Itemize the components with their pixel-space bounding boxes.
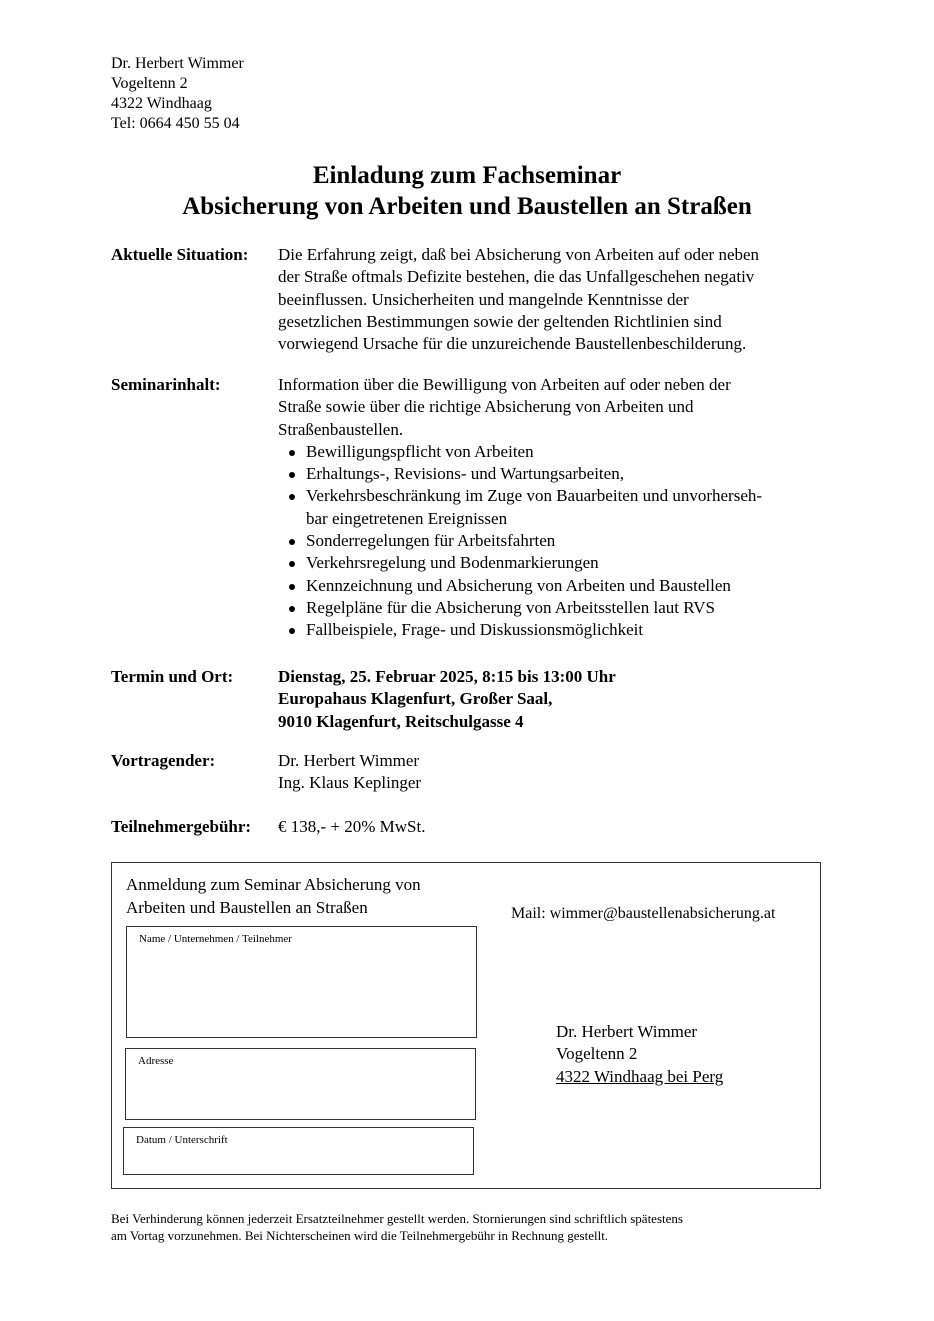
situation-line: der Straße oftmals Defizite bestehen, die das Unfallgeschehen negativ	[278, 267, 755, 287]
registration-title-line: Arbeiten und Baustellen an Straßen	[126, 897, 368, 917]
termin-venue: Europahaus Klagenfurt, Großer Saal,	[278, 689, 553, 709]
registration-title-line: Anmeldung zum Seminar Absicherung von	[126, 875, 421, 894]
sender-address	[111, 54, 244, 134]
seminar-topic-item: Bewilligungspflicht von Arbeiten	[278, 441, 823, 463]
name-field-label: Name / Unternehmen / Teilnehmer	[139, 933, 292, 945]
date-signature-field[interactable]	[123, 1127, 474, 1175]
signature-field-label: Datum / Unterschrift	[136, 1134, 228, 1146]
termin-address: 9010 Klagenfurt, Reitschulgasse 4	[278, 711, 524, 731]
seminar-topic-item: Sonderregelungen für Arbeitsfahrten	[278, 530, 823, 552]
seminar-topic-text: Verkehrsbeschränkung im Zuge von Bauarbeiten und unvorherseh-	[306, 486, 763, 506]
seminar-label: Seminarinhalt:	[111, 375, 221, 394]
speaker-name: Dr. Herbert Wimmer	[278, 751, 420, 770]
termin-label: Termin und Ort:	[111, 667, 234, 686]
registration-mail[interactable]: Mail: wimmer@baustellenabsicherung.at	[511, 905, 776, 922]
situation-line: beeinflussen. Unsicherheiten und mangelnde Kenntnisse der	[278, 289, 689, 309]
seminar-topic-item	[278, 485, 823, 530]
situation-line: Die Erfahrung zeigt, daß bei Absicherung von Arbeiten auf oder neben	[278, 245, 760, 264]
seminar-intro-line: Straße sowie über die richtige Absicherung von Arbeiten und	[278, 397, 694, 417]
speakers-list	[278, 750, 823, 795]
name-company-participant-field[interactable]	[126, 926, 477, 1038]
sender-phone: Tel: 0664 450 55 04	[111, 115, 240, 132]
title-line-1: Einladung zum Fachseminar	[312, 162, 622, 189]
seminar-topic-item: Kennzeichnung und Absicherung von Arbeiten und Baustellen	[278, 575, 823, 597]
seminar-topic-item: Fallbeispiele, Frage- und Diskussionsmöglichkeit	[278, 619, 823, 641]
seminar-topic-list	[278, 441, 823, 642]
cancellation-note	[111, 1210, 823, 1244]
sender-city: 4322 Windhaag	[111, 95, 212, 112]
registration-title	[126, 874, 486, 919]
recipient-street: Vogeltenn 2	[556, 1044, 638, 1064]
sender-name: Dr. Herbert Wimmer	[111, 55, 244, 72]
seminar-intro-line: Straßenbaustellen.	[278, 419, 404, 439]
situation-line: gesetzlichen Bestimmungen sowie der geltenden Richtlinien sind	[278, 311, 722, 331]
footer-line: am Vortag vorzunehmen. Bei Nichterscheinen wird die Teilnehmergebühr in Rechnung gestellt.	[111, 1228, 609, 1243]
document-title	[0, 160, 934, 222]
seminar-topic-text: bar eingetretenen Ereignissen	[306, 508, 508, 528]
footer-line: Bei Verhinderung können jederzeit Ersatzteilnehmer gestellt werden. Stornierungen sind schriftlich spätestens	[111, 1211, 683, 1226]
address-field-label: Adresse	[138, 1055, 174, 1067]
situation-line: vorwiegend Ursache für die unzureichende Baustellenbeschilderung.	[278, 334, 747, 354]
termin-details	[278, 666, 823, 733]
recipient-city: 4322 Windhaag bei Perg	[556, 1066, 724, 1086]
situation-text	[278, 244, 823, 355]
recipient-name: Dr. Herbert Wimmer	[556, 1022, 698, 1041]
seminar-intro-line: Information über die Bewilligung von Arbeiten auf oder neben der	[278, 375, 731, 394]
termin-date: Dienstag, 25. Februar 2025, 8:15 bis 13:00 Uhr	[278, 667, 616, 686]
fee-value: € 138,- + 20% MwSt.	[278, 817, 426, 836]
situation-label: Aktuelle Situation:	[111, 245, 249, 264]
seminar-topic-item: Regelpläne für die Absicherung von Arbeitsstellen laut RVS	[278, 597, 823, 619]
sender-street: Vogeltenn 2	[111, 75, 188, 92]
recipient-address	[556, 1021, 723, 1088]
title-line-2: Absicherung von Arbeiten und Baustellen an Straßen	[182, 193, 752, 220]
seminar-topic-item: Verkehrsregelung und Bodenmarkierungen	[278, 552, 823, 574]
seminar-topic-item: Erhaltungs-, Revisions- und Wartungsarbeiten,	[278, 463, 823, 485]
speaker-name: Ing. Klaus Keplinger	[278, 773, 422, 793]
seminar-content	[278, 374, 823, 642]
speakers-label: Vortragender:	[111, 751, 216, 770]
fee-label: Teilnehmergebühr:	[111, 817, 252, 836]
address-field[interactable]	[125, 1048, 476, 1120]
registration-form	[111, 862, 821, 1189]
